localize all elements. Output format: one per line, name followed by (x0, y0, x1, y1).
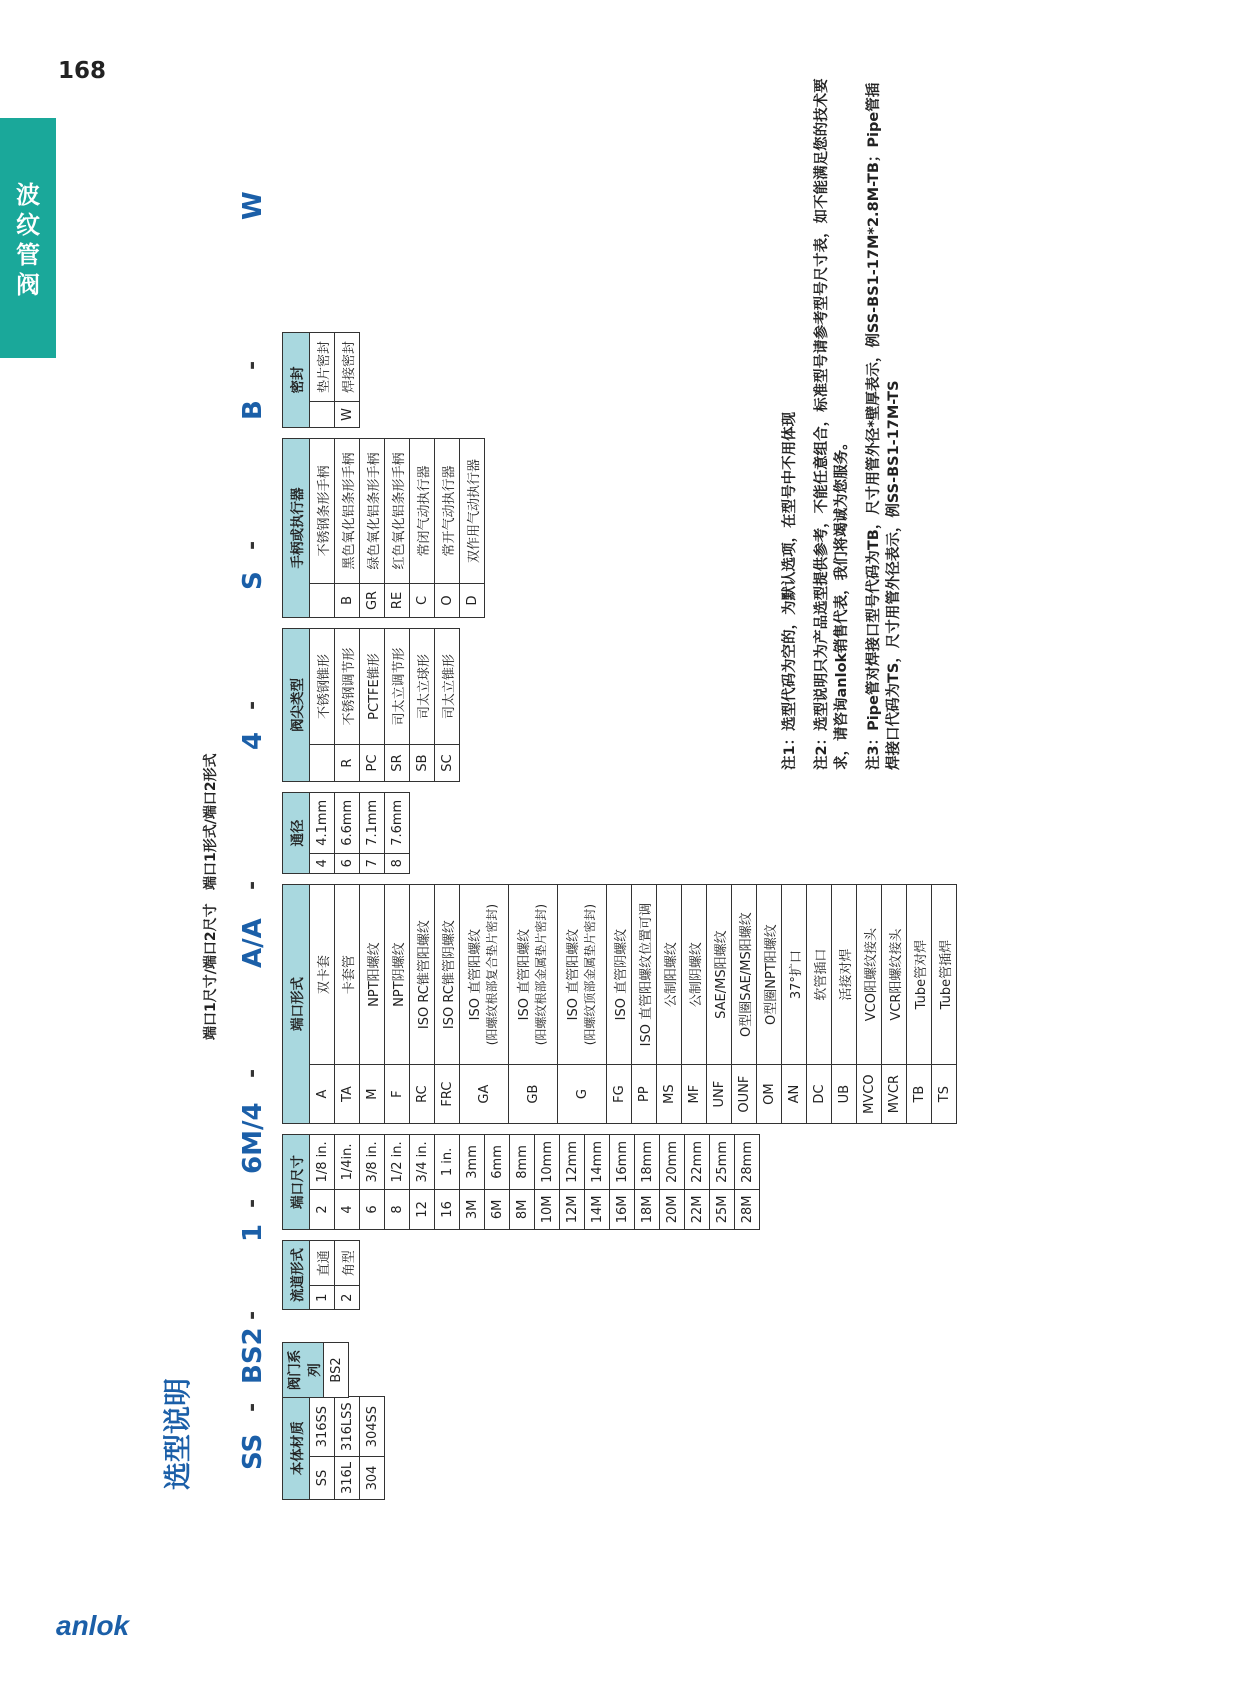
option-desc: VCR阳螺纹接头 (882, 885, 907, 1065)
option-desc: 3mm (460, 1135, 485, 1190)
option-code (310, 583, 335, 617)
option-desc: 3/8 in. (360, 1135, 385, 1190)
table-row (324, 1343, 349, 1398)
option-desc: 不锈钢锥形 (310, 629, 335, 745)
option-code: 22M (685, 1189, 710, 1229)
option-desc: 常闭气动执行器 (410, 439, 435, 584)
flow-path-title: 流道形式 (283, 1241, 310, 1310)
model-code-port: A/A (238, 918, 268, 968)
option-code: GB (509, 1065, 558, 1124)
table-row (335, 793, 360, 874)
table-row (410, 1135, 435, 1230)
option-desc: 6mm (485, 1135, 510, 1190)
table-row (660, 1135, 685, 1230)
actuator-rows (310, 439, 485, 618)
seal-table (282, 332, 360, 428)
table-row (435, 1135, 460, 1230)
option-desc: 7.6mm (385, 793, 410, 854)
port-size-header-label: 端口1尺寸/端口2尺寸 (203, 903, 219, 1040)
table-row (558, 885, 607, 1124)
option-code: M (360, 1065, 385, 1124)
port-type-rows (310, 885, 957, 1124)
option-desc-note: (阳螺纹顶部金属垫片密封) (583, 903, 597, 1046)
table-row (310, 333, 335, 428)
option-code: 6 (335, 853, 360, 873)
table-row (310, 439, 335, 618)
option-desc: 304SS (360, 1397, 385, 1457)
option-code: 10M (535, 1189, 560, 1229)
option-code: UB (832, 1065, 857, 1124)
body-material-table (282, 1396, 385, 1500)
option-desc: 25mm (710, 1135, 735, 1190)
option-desc-line: ISO 直管阳螺纹 (468, 928, 483, 1021)
option-desc-note: (阳螺纹根部金属垫片密封) (534, 903, 548, 1046)
option-desc: 绿色氧化铝条形手柄 (360, 439, 385, 584)
table-row (685, 1135, 710, 1230)
option-code: 8 (385, 1189, 410, 1229)
option-code: GR (360, 583, 385, 617)
table-row (335, 1397, 360, 1500)
notes (780, 70, 916, 770)
option-code: D (460, 583, 485, 617)
orifice-table (282, 792, 410, 874)
option-desc: 18mm (635, 1135, 660, 1190)
option-code: 18M (635, 1189, 660, 1229)
table-row (460, 439, 485, 618)
table-row (310, 793, 335, 874)
option-desc: 316LSS (335, 1397, 360, 1457)
option-code: TA (335, 1065, 360, 1124)
option-desc: 不锈钢条形手柄 (310, 439, 335, 584)
option-code: MVCR (882, 1065, 907, 1124)
table-row (335, 1241, 360, 1310)
note-3: 注3：Pipe管对焊接口型号代码为TB，尺寸用管外径*壁厚表示，例SS-BS1-17M*2.8M-TB；Pipe管插焊接口代码为TS，尺寸用管外径表示，例SS-BS1-17M-TS (866, 82, 902, 770)
body-material-title: 本体材质 (283, 1397, 310, 1500)
option-desc: 直通 (310, 1241, 335, 1286)
table-row (385, 885, 410, 1124)
table-row (360, 793, 385, 874)
actuator-table (282, 438, 485, 618)
table-row (710, 1135, 735, 1230)
option-code: SB (410, 745, 435, 782)
table-row (907, 885, 932, 1124)
table-row (360, 885, 385, 1124)
table-row (732, 885, 757, 1124)
option-desc: 红色氧化铝条形手柄 (385, 439, 410, 584)
seal-rows (310, 333, 360, 428)
option-code: SS (310, 1456, 335, 1499)
option-code: 304 (360, 1456, 385, 1499)
option-code: AN (782, 1065, 807, 1124)
option-desc: 角型 (335, 1241, 360, 1286)
option-desc: 1 in. (435, 1135, 460, 1190)
option-code: 4 (335, 1189, 360, 1229)
table-row (632, 885, 657, 1124)
table-row (857, 885, 882, 1124)
option-desc: 28mm (735, 1135, 760, 1190)
option-desc: 焊接密封 (335, 333, 360, 402)
table-row (807, 885, 832, 1124)
option-code: 25M (710, 1189, 735, 1229)
option-code: PC (360, 745, 385, 782)
option-desc: 1/4in. (335, 1135, 360, 1190)
table-row (932, 885, 957, 1124)
option-code: PP (632, 1065, 657, 1124)
table-row (435, 885, 460, 1124)
option-code: R (335, 745, 360, 782)
option-code: SR (385, 745, 410, 782)
model-code-body: SS (238, 1433, 268, 1470)
option-desc: Tube管对焊 (907, 885, 932, 1065)
option-code: 14M (585, 1189, 610, 1229)
table-row (310, 1397, 335, 1500)
option-code: UNF (707, 1065, 732, 1124)
option-desc: 常开气动执行器 (435, 439, 460, 584)
table-row (310, 1135, 335, 1230)
option-code: 20M (660, 1189, 685, 1229)
option-code: 6M (485, 1189, 510, 1229)
table-row (385, 793, 410, 874)
valve-series-table (282, 1342, 349, 1398)
actuator-title: 手柄或执行器 (283, 439, 310, 618)
option-desc: ISO RC锥管阳螺纹 (410, 885, 435, 1065)
model-code-size: 6M/4 (238, 1102, 268, 1174)
option-code: FRC (435, 1065, 460, 1124)
option-desc: 司太立调节形 (385, 629, 410, 745)
option-code (310, 401, 335, 427)
option-desc: 6.6mm (335, 793, 360, 854)
option-desc: 3/4 in. (410, 1135, 435, 1190)
table-row (335, 629, 360, 782)
option-code: TB (907, 1065, 932, 1124)
option-code: 16M (610, 1189, 635, 1229)
option-code: MVCO (857, 1065, 882, 1124)
option-code: 8 (385, 853, 410, 873)
option-desc: 双卡套 (310, 885, 335, 1065)
option-desc: 10mm (535, 1135, 560, 1190)
option-desc: SAE/MS阳螺纹 (707, 885, 732, 1065)
option-code: MF (682, 1065, 707, 1124)
option-desc: 卡套管 (335, 885, 360, 1065)
option-desc: 活接对焊 (832, 885, 857, 1065)
option-desc: 37°扩口 (782, 885, 807, 1065)
option-desc: 1/8 in. (310, 1135, 335, 1190)
option-desc: ISO 直管阳螺纹位置可调 (632, 885, 657, 1065)
table-row (607, 885, 632, 1124)
table-row (782, 885, 807, 1124)
table-row (385, 1135, 410, 1230)
option-code: 16 (435, 1189, 460, 1229)
table-row (460, 1135, 485, 1230)
table-row (435, 629, 460, 782)
option-desc: NPT阳螺纹 (360, 885, 385, 1065)
table-row (707, 885, 732, 1124)
option-desc: ISO RC锥管阴螺纹 (435, 885, 460, 1065)
port-type-table (282, 884, 957, 1124)
table-row (757, 885, 782, 1124)
option-code: C (410, 583, 435, 617)
option-desc-line: ISO 直管阳螺纹 (566, 928, 581, 1021)
option-code: 7 (360, 853, 385, 873)
table-row (435, 439, 460, 618)
seal-title: 密封 (283, 333, 310, 428)
model-code-tip: S (238, 571, 268, 590)
option-desc: 1/2 in. (385, 1135, 410, 1190)
option-code: 28M (735, 1189, 760, 1229)
option-desc: 黑色氧化铝条形手柄 (335, 439, 360, 584)
note-2: 注2：选型说明只为产品选型提供参考，不能任意组合，标准型号请参考型号尺寸表，如不能满足您的技术要求，请咨询anlok销售代表，我们将竭诚为您服务。 (814, 78, 850, 770)
option-desc: PCTFE锥形 (360, 629, 385, 745)
table-row (657, 885, 682, 1124)
option-code: 3M (460, 1189, 485, 1229)
side-tab-label: 波纹管阀 (16, 181, 40, 299)
port-size-table (282, 1134, 760, 1230)
option-desc: 公制阴螺纹 (682, 885, 707, 1065)
table-row (635, 1135, 660, 1230)
option-code: A (310, 1065, 335, 1124)
option-code: DC (807, 1065, 832, 1124)
model-code-orifice: 4 (238, 731, 268, 750)
model-code-actuator: B (238, 400, 268, 420)
option-desc: 8mm (510, 1135, 535, 1190)
table-row (410, 885, 435, 1124)
option-code: 316L (335, 1456, 360, 1499)
model-code-seal: W (238, 191, 268, 220)
option-desc: NPT阴螺纹 (385, 885, 410, 1065)
option-desc-line: ISO 直管阳螺纹 (517, 928, 532, 1021)
option-code: 8M (510, 1189, 535, 1229)
option-code: 4 (310, 853, 335, 873)
table-row (335, 439, 360, 618)
table-row (485, 1135, 510, 1230)
option-code: SC (435, 745, 460, 782)
table-row (385, 629, 410, 782)
option-desc: Tube管插焊 (932, 885, 957, 1065)
table-row (460, 885, 509, 1124)
table-row (510, 1135, 535, 1230)
option-code: 1 (310, 1286, 335, 1310)
option-desc: ISO 直管阴螺纹 (607, 885, 632, 1065)
table-row (585, 1135, 610, 1230)
option-desc: VCO阳螺纹接头 (857, 885, 882, 1065)
table-row (360, 1135, 385, 1230)
option-desc: 双作用气动执行器 (460, 439, 485, 584)
port-type-header-label: 端口1形式/端口2形式 (203, 753, 219, 890)
table-row (335, 1135, 360, 1230)
option-code: GA (460, 1065, 509, 1124)
option-code: MS (657, 1065, 682, 1124)
option-code: 2 (335, 1286, 360, 1310)
option-code: 6 (360, 1189, 385, 1229)
table-row (310, 629, 335, 782)
option-code: BS2 (324, 1343, 349, 1398)
option-desc: 司太立球形 (410, 629, 435, 745)
option-code: 12 (410, 1189, 435, 1229)
option-desc (558, 885, 607, 1065)
option-desc: 316SS (310, 1397, 335, 1457)
option-desc: O型圈SAE/MS阳螺纹 (732, 885, 757, 1065)
table-row (882, 885, 907, 1124)
table-row (335, 333, 360, 428)
option-code: OM (757, 1065, 782, 1124)
option-desc (509, 885, 558, 1065)
port-size-title: 端口尺寸 (283, 1135, 310, 1230)
option-desc: O型圈NPT阳螺纹 (757, 885, 782, 1065)
table-row (360, 1397, 385, 1500)
table-row (410, 439, 435, 618)
option-code: B (335, 583, 360, 617)
page-number: 168 (58, 58, 107, 84)
table-row (310, 885, 335, 1124)
option-code: RC (410, 1065, 435, 1124)
stem-tip-title: 阀尖类型 (283, 629, 310, 782)
option-desc: 垫片密封 (310, 333, 335, 402)
table-row (560, 1135, 585, 1230)
option-code: F (385, 1065, 410, 1124)
rotated-content: 选型说明 端口1尺寸/端口2尺寸 端口1形式/端口2形式 SS - BS2 - 1 - 6M/4 - A/A - 4 - S - B - W 本体材质 SS 316SS 316L 316LSS 304 304SS 阀门系列 BS2 流道形式 1 直通 2 角型 端口尺寸 2 1/8 in. 4 1/4in. 6 3/8 in. 8 1/2 in. 12 3/4 in. 16 1 in. 3M 3mm 6M 6mm 8M 8mm 10M 10mm 12M 12mm 14M 14mm 16M 16mm 18M 18mm 20M 20mm 22M 22mm 25M 25mm 28M 28mm 端口形式 A 双卡套 TA 卡套管 M NPT阳螺纹 F NPT阴螺纹 RC ISO RC锥管阳螺纹 FRC ISO RC锥管阴螺纹 GA ISO 直管阳螺纹 (阳螺纹根部复合垫片密封) GB ISO 直管阳螺纹 (阳螺纹根部金属垫片密封) G ISO 直管阳螺纹 (阳螺纹顶部金属垫片密封) FG ISO 直管阴螺纹 PP ISO 直管阳螺纹位置可调 MS 公制阳螺纹 MF 公制阴螺纹 UNF SAE/MS阳螺纹 OUNF O型圈SAE/MS阳螺纹 OM O型圈NPT阳螺纹 AN 37°扩口 DC 软管插口 UB 活接对焊 MVCO VCO阳螺纹接头 MVCR VCR阳螺纹接头 TB Tube管对焊 TS Tube管插焊 通径 4 4.1mm 6 6.6mm 7 7.1mm 8 7.6mm 阀尖类型 不锈钢锥形 R 不锈钢调节形 PC PCTFE锥形 SR 司太立调节形 SB 司太立球形 SC 司太立锥形 手柄或执行器 不锈钢条形手柄 B 黑色氧化铝条形手柄 GR 绿色氧化铝条形手柄 RE 红色氧化铝条形手柄 C 常闭气动执行器 O 常开气动执行器 D 双作用气动执行器 密封 垫片密封 W 焊接密封 注1：选型代码为空的，为默认选项，在型号中不用体现 注2：选型说明只为产品选型提供参考，不能任意组合，标准型号请参考型号尺寸表，如不能满足您的技术要求，请咨询anlok销售代表，我们将竭诚为您服务。 注3：Pipe管对焊接口型号代码为TB，尺寸用管外径*壁厚表示，例SS-BS1-17M*2.8M-TB；Pipe管插焊接口代码为TS，尺寸用管外径表示，例SS-BS1-17M-TS (150, 10, 1241, 1510)
option-desc: 20mm (660, 1135, 685, 1190)
option-code: G (558, 1065, 607, 1124)
table-row (335, 885, 360, 1124)
option-desc: 不锈钢调节形 (335, 629, 360, 745)
table-row (360, 439, 385, 618)
option-desc: 公制阳螺纹 (657, 885, 682, 1065)
table-row (360, 629, 385, 782)
port-type-title: 端口形式 (283, 885, 310, 1124)
table-row (682, 885, 707, 1124)
option-desc: 22mm (685, 1135, 710, 1190)
table-row (310, 1241, 335, 1310)
section-title: 选型说明 (161, 1377, 194, 1490)
port-size-rows (310, 1135, 760, 1230)
option-desc: 16mm (610, 1135, 635, 1190)
option-desc: 12mm (560, 1135, 585, 1190)
option-code: O (435, 583, 460, 617)
stem-tip-table (282, 628, 460, 782)
option-desc: 14mm (585, 1135, 610, 1190)
option-desc (460, 885, 509, 1065)
option-code: RE (385, 583, 410, 617)
valve-series-title: 阀门系列 (283, 1343, 324, 1398)
option-code: W (335, 401, 360, 427)
orifice-title: 通径 (283, 793, 310, 874)
option-desc-note: (阳螺纹根部复合垫片密封) (485, 903, 499, 1046)
table-row (535, 1135, 560, 1230)
option-code: 12M (560, 1189, 585, 1229)
orifice-rows (310, 793, 410, 874)
table-row (410, 629, 435, 782)
table-row (832, 885, 857, 1124)
model-code-series: BS2 (238, 1327, 268, 1384)
table-row (610, 1135, 635, 1230)
stem-tip-rows (310, 629, 460, 782)
option-desc: 司太立锥形 (435, 629, 460, 745)
table-row (735, 1135, 760, 1230)
option-desc: 4.1mm (310, 793, 335, 854)
option-desc: 7.1mm (360, 793, 385, 854)
model-code-flow: 1 (238, 1223, 268, 1242)
option-desc: 软管插口 (807, 885, 832, 1065)
option-code (310, 745, 335, 782)
option-code: OUNF (732, 1065, 757, 1124)
flow-path-table (282, 1240, 360, 1310)
note-1: 注1：选型代码为空的，为默认选项，在型号中不用体现 (782, 411, 798, 770)
brand-logo: anlok (56, 1610, 130, 1641)
table-row (509, 885, 558, 1124)
option-code: TS (932, 1065, 957, 1124)
table-row (385, 439, 410, 618)
option-code: 2 (310, 1189, 335, 1229)
option-code: FG (607, 1065, 632, 1124)
